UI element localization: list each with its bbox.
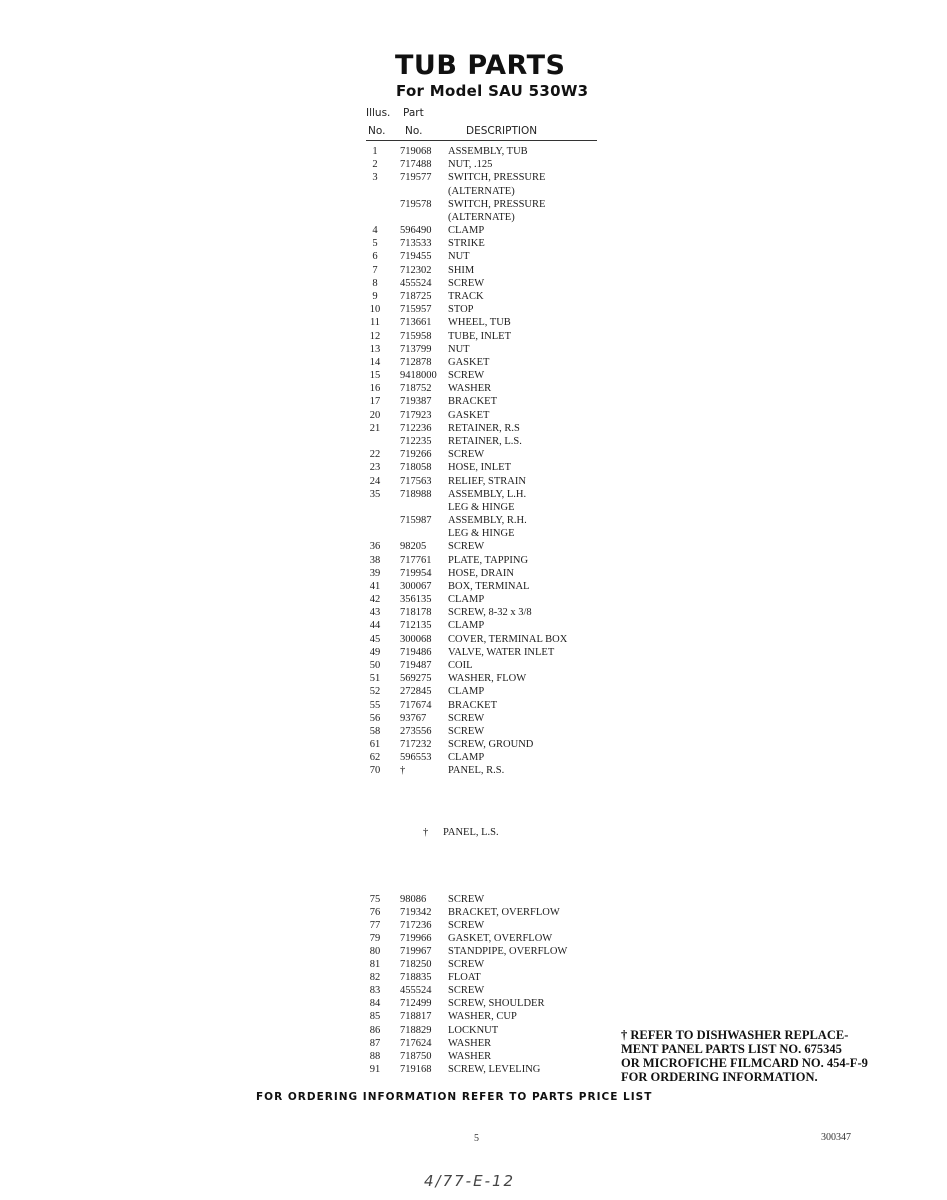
- part-description: SCREW: [448, 277, 485, 289]
- part-number: 717761: [400, 554, 432, 566]
- part-number: 712235: [400, 435, 432, 447]
- part-number: 712135: [400, 620, 432, 632]
- illus-number: 11: [369, 317, 381, 329]
- illus-number: 55: [369, 699, 381, 711]
- illus-number: 13: [369, 343, 381, 355]
- part-description: PANEL, R.S.: [448, 765, 505, 777]
- panel-ls-part: †: [423, 827, 429, 838]
- illus-number: 16: [369, 383, 381, 395]
- part-description: SCREW, SHOULDER: [448, 998, 545, 1010]
- illus-number: 56: [369, 712, 381, 724]
- part-description: HOSE, DRAIN: [448, 567, 514, 579]
- illus-number: 51: [369, 673, 381, 685]
- part-number: 718752: [400, 383, 432, 395]
- part-description: SWITCH, PRESSURE: [448, 198, 546, 210]
- part-number: 717923: [400, 409, 432, 421]
- part-number: 718835: [400, 972, 432, 984]
- part-description: BRACKET, OVERFLOW: [448, 907, 560, 919]
- part-description: LEG & HINGE: [448, 501, 515, 513]
- part-description: NUT: [448, 251, 470, 263]
- part-number: 719577: [400, 172, 432, 184]
- illus-number: 42: [369, 594, 381, 606]
- part-number: 719342: [400, 907, 432, 919]
- illus-number: 61: [369, 739, 381, 751]
- part-number: 719068: [400, 146, 432, 157]
- illus-number: 12: [369, 330, 381, 342]
- illus-number: 70: [369, 765, 381, 777]
- part-number: 596553: [400, 752, 432, 764]
- part-number: 719954: [400, 567, 432, 579]
- part-description: GASKET: [448, 409, 490, 421]
- part-number: 719455: [400, 251, 432, 263]
- part-number: 98086: [400, 894, 427, 905]
- part-description: CLAMP: [448, 686, 485, 698]
- illus-number: 2: [372, 159, 378, 171]
- part-number: 300067: [400, 580, 432, 592]
- part-number: 719967: [400, 946, 432, 958]
- illus-number: 58: [369, 725, 381, 737]
- part-number: 715957: [400, 304, 432, 316]
- part-description: WASHER, CUP: [448, 1011, 517, 1023]
- part-description: SCREW: [448, 541, 485, 553]
- part-description: WASHER: [448, 1050, 492, 1062]
- part-description: STOP: [448, 304, 474, 316]
- part-description: SCREW: [448, 712, 485, 724]
- part-description: LEG & HINGE: [448, 528, 515, 540]
- part-description: BRACKET: [448, 699, 498, 711]
- note-line: MENT PANEL PARTS LIST NO. 675345: [621, 1042, 842, 1056]
- part-description: TUBE, INLET: [448, 330, 511, 342]
- part-number: 93767: [400, 712, 427, 724]
- part-description: WHEEL, TUB: [448, 317, 511, 329]
- part-description: BOX, TERMINAL: [448, 580, 530, 592]
- part-description: SCREW: [448, 894, 485, 905]
- part-number: 273556: [400, 725, 432, 737]
- part-description: NUT, .125: [448, 159, 493, 171]
- part-number: 712499: [400, 998, 432, 1010]
- part-description: WASHER: [448, 383, 492, 395]
- model-subtitle: For Model SAU 530W3: [396, 82, 589, 100]
- illus-number: 6: [372, 251, 378, 263]
- illus-number: 80: [369, 946, 381, 958]
- illus-number: 1: [372, 146, 378, 157]
- part-number: 719486: [400, 646, 432, 658]
- part-description: (ALTERNATE): [448, 211, 515, 223]
- part-description: COVER, TERMINAL BOX: [448, 633, 568, 645]
- part-description: (ALTERNATE): [448, 185, 515, 197]
- part-description: SCREW: [448, 449, 485, 461]
- part-number: 713661: [400, 317, 432, 329]
- part-description: SCREW: [448, 959, 485, 971]
- part-number: 713799: [400, 343, 432, 355]
- part-number: 717232: [400, 739, 432, 751]
- part-number: 717624: [400, 1037, 432, 1049]
- part-number: †: [400, 765, 406, 777]
- part-number: 718058: [400, 462, 432, 474]
- illus-number: 44: [369, 620, 381, 632]
- illus-number: 77: [369, 920, 381, 932]
- part-number: 98205: [400, 541, 427, 553]
- illus-number: 36: [369, 541, 381, 553]
- illus-number: 15: [369, 370, 381, 382]
- illus-number: 86: [369, 1024, 381, 1036]
- part-number: 272845: [400, 686, 432, 698]
- part-description: CLAMP: [448, 752, 485, 764]
- illus-number: 20: [369, 409, 381, 421]
- part-description: SCREW, LEVELING: [448, 1063, 541, 1075]
- part-description: CLAMP: [448, 620, 485, 632]
- note-line: FOR ORDERING INFORMATION.: [621, 1070, 818, 1084]
- part-description: COIL: [448, 660, 473, 672]
- part-description: RETAINER, L.S.: [448, 435, 522, 447]
- part-description: GASKET, OVERFLOW: [448, 933, 553, 945]
- part-number: 712878: [400, 356, 432, 368]
- illus-number: 85: [369, 1011, 381, 1023]
- part-description: GASKET: [448, 356, 490, 368]
- part-number: 455524: [400, 985, 432, 997]
- part-number: 717488: [400, 159, 432, 171]
- part-no-header: No.: [405, 125, 423, 137]
- part-description: ASSEMBLY, R.H.: [448, 515, 527, 527]
- description-header: DESCRIPTION: [466, 125, 538, 137]
- part-description: NUT: [448, 343, 470, 355]
- illus-number: 3: [372, 172, 378, 184]
- part-description: BRACKET: [448, 396, 498, 408]
- illus-number: 75: [369, 894, 381, 905]
- illus-number: 50: [369, 660, 381, 672]
- illus-no-header: No.: [368, 125, 386, 137]
- part-number: 715987: [400, 515, 432, 527]
- header-rule: [366, 140, 597, 141]
- part-description: SCREW, GROUND: [448, 739, 534, 751]
- part-description: SCREW: [448, 920, 485, 932]
- part-number: 596490: [400, 225, 432, 237]
- handwritten-annotation: 4/77-E-12: [424, 1172, 516, 1190]
- part-number: 719578: [400, 198, 432, 210]
- part-number: 719266: [400, 449, 432, 461]
- part-number: 718178: [400, 607, 432, 619]
- illus-number: 79: [369, 933, 381, 945]
- illus-number: 84: [369, 998, 381, 1010]
- illus-header-top: Illus.: [366, 107, 391, 119]
- illus-number: 81: [369, 959, 381, 971]
- illus-number: 45: [369, 633, 381, 645]
- part-number: 718988: [400, 488, 432, 500]
- part-description: VALVE, WATER INLET: [448, 646, 555, 658]
- part-description: ASSEMBLY, L.H.: [448, 488, 527, 500]
- part-description: SWITCH, PRESSURE: [448, 172, 546, 184]
- part-number: 717674: [400, 699, 432, 711]
- panel-ls-desc: PANEL, L.S.: [443, 827, 499, 838]
- ordering-info: FOR ORDERING INFORMATION REFER TO PARTS PRICE LIST: [256, 1091, 653, 1103]
- illus-number: 41: [369, 580, 381, 592]
- part-description: ASSEMBLY, TUB: [448, 146, 528, 157]
- illus-number: 10: [369, 304, 381, 316]
- part-number: 718725: [400, 290, 432, 302]
- part-description: WASHER: [448, 1037, 492, 1049]
- part-description: RELIEF, STRAIN: [448, 475, 526, 487]
- replacement-panel-note: [621, 1028, 921, 1084]
- illus-number: 83: [369, 985, 381, 997]
- part-number: 455524: [400, 277, 432, 289]
- illus-number: 4: [372, 225, 378, 237]
- illus-number: 62: [369, 752, 381, 764]
- illus-number: 88: [369, 1050, 381, 1062]
- illus-number: 35: [369, 488, 381, 500]
- part-number: 712302: [400, 264, 432, 276]
- illus-number: 21: [369, 422, 381, 434]
- part-number: 718250: [400, 959, 432, 971]
- part-description: STANDPIPE, OVERFLOW: [448, 946, 568, 958]
- part-number: 356135: [400, 594, 432, 606]
- part-number: 717236: [400, 920, 432, 932]
- illus-number: 43: [369, 607, 381, 619]
- page-number: 5: [474, 1133, 479, 1144]
- part-number: 719387: [400, 396, 432, 408]
- illus-number: 52: [369, 686, 381, 698]
- note-line: † REFER TO DISHWASHER REPLACE-: [621, 1028, 849, 1042]
- illus-number: 82: [369, 972, 381, 984]
- document-number: 300347: [821, 1132, 851, 1143]
- illus-number: 23: [369, 462, 381, 474]
- page-title: TUB PARTS: [395, 50, 566, 81]
- part-description: SCREW: [448, 725, 485, 737]
- part-number: 712236: [400, 422, 432, 434]
- part-number: 718750: [400, 1050, 432, 1062]
- part-description: TRACK: [448, 290, 484, 302]
- part-description: CLAMP: [448, 594, 485, 606]
- illus-number: 76: [369, 907, 381, 919]
- part-description: WASHER, FLOW: [448, 673, 527, 685]
- part-number: 569275: [400, 673, 432, 685]
- part-number: 9418000: [400, 370, 437, 382]
- part-description: HOSE, INLET: [448, 462, 511, 474]
- part-description: SCREW, 8-32 x 3/8: [448, 607, 532, 619]
- part-number: 719168: [400, 1063, 432, 1075]
- illus-number: 38: [369, 554, 381, 566]
- illus-number: 87: [369, 1037, 381, 1049]
- part-description: STRIKE: [448, 238, 485, 250]
- part-number: 717563: [400, 475, 432, 487]
- illus-number: 39: [369, 567, 381, 579]
- part-header-top: Part: [403, 107, 424, 119]
- illus-number: 91: [369, 1063, 381, 1075]
- illus-number: 5: [372, 238, 378, 250]
- part-number: 718817: [400, 1011, 432, 1023]
- illus-number: 8: [372, 277, 378, 289]
- part-description: RETAINER, R.S: [448, 422, 520, 434]
- illus-number: 14: [369, 356, 381, 368]
- part-description: PLATE, TAPPING: [448, 554, 529, 566]
- part-description: FLOAT: [448, 972, 481, 984]
- part-number: 300068: [400, 633, 432, 645]
- part-description: SCREW: [448, 985, 485, 997]
- illus-number: 49: [369, 646, 381, 658]
- part-description: SHIM: [448, 264, 475, 276]
- part-description: SCREW: [448, 370, 485, 382]
- illus-number: 22: [369, 449, 381, 461]
- part-number: 718829: [400, 1024, 432, 1036]
- note-line: OR MICROFICHE FILMCARD NO. 454-F-9: [621, 1056, 868, 1070]
- illus-number: 17: [369, 396, 381, 408]
- illus-number: 24: [369, 475, 381, 487]
- part-number: 713533: [400, 238, 432, 250]
- part-number: 719487: [400, 660, 432, 672]
- part-description: LOCKNUT: [448, 1024, 499, 1036]
- part-description: CLAMP: [448, 225, 485, 237]
- illus-number: 7: [372, 264, 378, 276]
- part-number: 719966: [400, 933, 432, 945]
- part-number: 715958: [400, 330, 432, 342]
- illus-number: 9: [372, 290, 378, 302]
